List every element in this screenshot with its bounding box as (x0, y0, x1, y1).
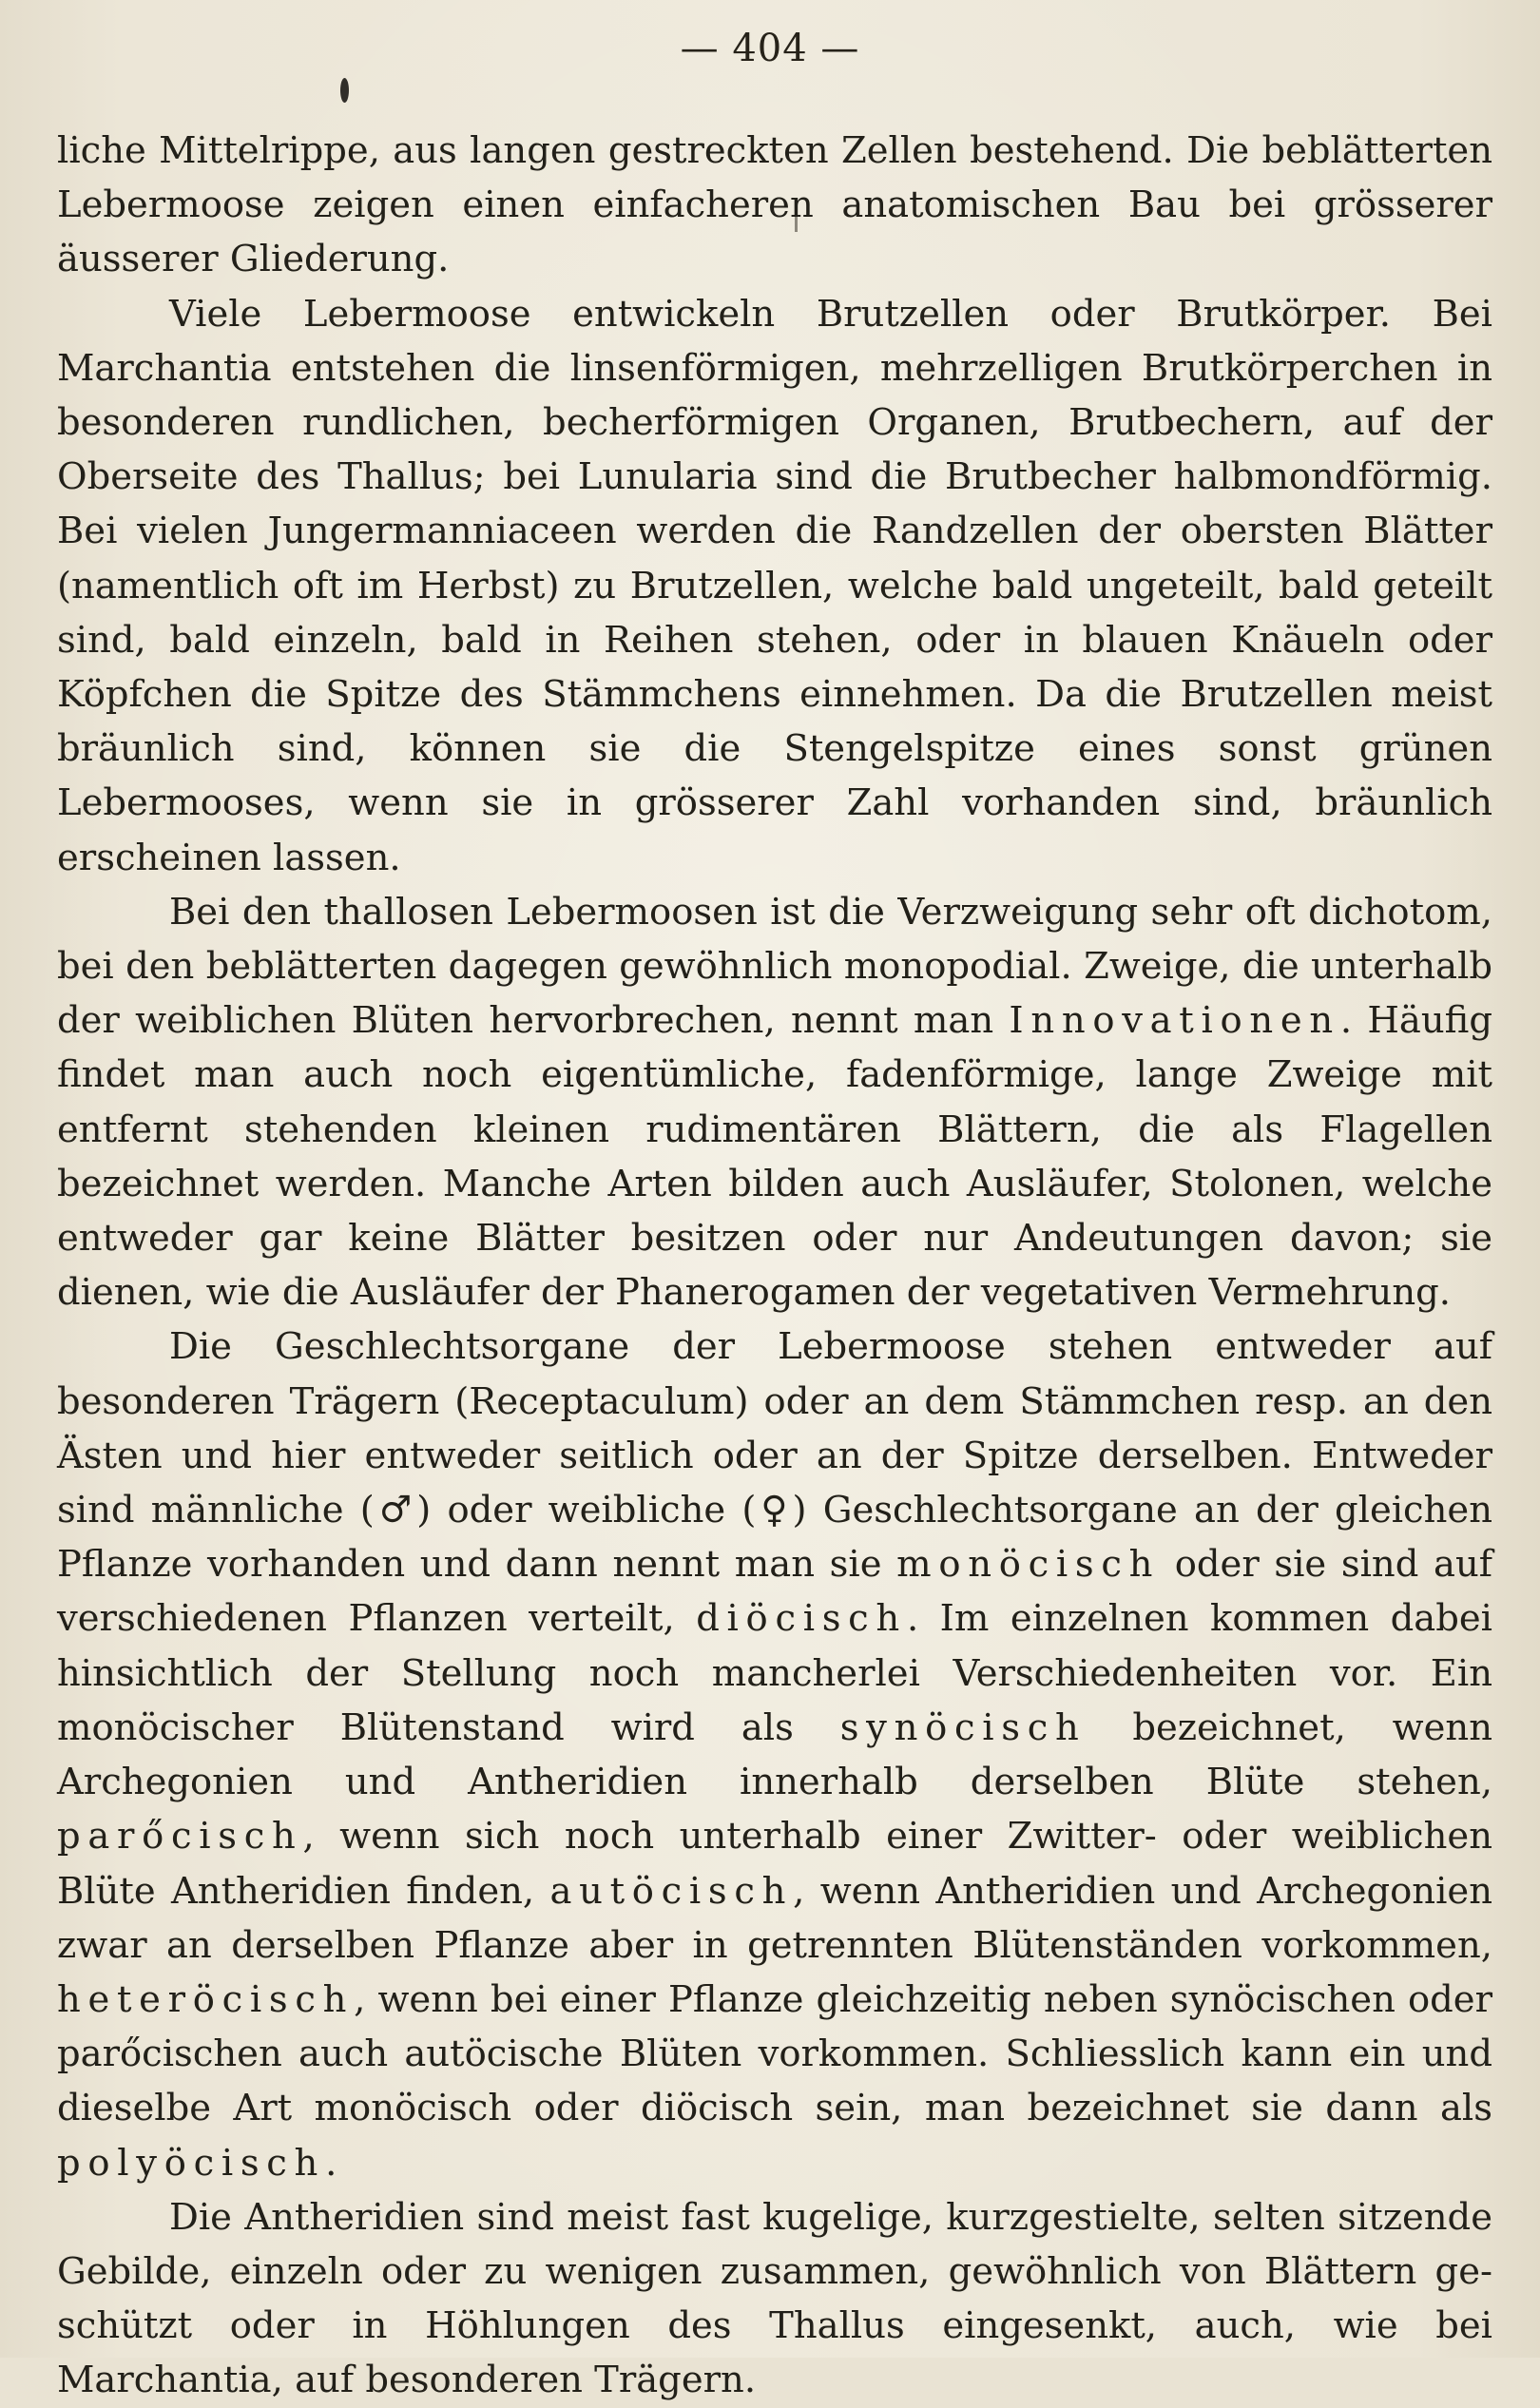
paragraph-text: liche Mittelrippe, aus langen gestreckten Zellen bestehend. Die beblätterten Lebermoose zeigen einen einfacheren anatomischen Bau bei grösserer äusserer Gliederung. (57, 129, 1492, 281)
spaced-term: polyöcisch (57, 2141, 326, 2185)
page-number: — 404 — (680, 27, 860, 70)
paragraph-text: . (325, 2141, 337, 2185)
ink-blot (340, 78, 349, 103)
spaced-term: diöcisch (696, 1597, 907, 1641)
paragraph-text: , wenn Antheridien und Archegonien zwar an derselben Pflanze aber in getrennten Blütenständen vorkommen, (57, 1869, 1492, 1967)
paragraph-text: Viele Lebermoose entwickeln Brutzellen oder Brutkörper. Bei Marchantia entstehen die linsenförmigen, mehrzelligen Brutkörperchen in besonderen rundlichen, becherförmigen Organen, Brutbechern, auf der Oberseite des Thallus; bei Lunularia sind die Brutbecher halbmondförmig. Bei vielen Jungermanniaceen werden die Randzellen der obersten Blätter (namentlich oft im Herbst) zu Brutzellen, welche bald ungeteilt, bald geteilt sind, bald einzeln, bald in Reihen stehen, oder in blauen Knäueln oder Köpfchen die Spitze des Stämmchens einnehmen. Da die Brutzellen meist bräunlich sind, können sie die Stengelspitze eines sonst grünen Lebermooses, wenn sie in grösserer Zahl vorhanden sind, bräunlich erscheinen lassen. (57, 292, 1492, 879)
paragraph-5 (57, 2190, 1492, 2408)
paragraph-4 (57, 1320, 1492, 2189)
paragraph-text: oder sie sind auf verschiedenen Pflanzen verteilt, (57, 1543, 1492, 1641)
paragraph-text: Die Antheridien sind meist fast kugelige, kurzgestielte, selten sitzende Gebilde, einzeln oder zu wenigen zusammen, gewöhnlich von Blättern geschützt oder in Höhlungen des Thallus eingesenkt, auch, wie bei Marchantia, auf besonderen Trägern. (57, 2195, 1492, 2402)
spaced-term: autöcisch (549, 1869, 794, 1913)
body-text (57, 124, 1492, 2408)
paragraph-text: Die Geschlechtsorgane der Lebermoose stehen entweder auf besonderen Trägern (Receptaculum) oder an dem Stämmchen resp. an den Ästen und hier entweder seitlich oder an der Spitze derselben. Entweder sind männliche (♂) oder weibliche (♀) Geschlechtsorgane an der gleichen Pflanze vorhanden und dann nennt man sie (57, 1325, 1492, 1587)
paragraph-text: , wenn sich noch unterhalb einer Zwitter- oder weiblichen Blüte Antheridien finden, (57, 1815, 1492, 1913)
spaced-term: Innovationen (1009, 999, 1340, 1043)
spaced-term: synöcisch (839, 1705, 1087, 1749)
paragraph-2 (57, 287, 1492, 885)
paragraph-text: . Im einzelnen kommen dabei hinsichtlich der Stellung noch mancherlei Verschiedenheiten vor. Ein monöcischer Blütenstand wird als (57, 1597, 1492, 1749)
paragraph-text: bezeichnet, wenn Archegonien und Antheridien innerhalb derselben Blüte stehen, (57, 1705, 1492, 1804)
paragraph-text: . Häufig findet man auch noch eigentümliche, fadenförmige, lange Zweige mit entfernt stehenden kleinen rudimentären Blättern, die als Flagellen bezeichnet werden. Manche Arten bilden auch Ausläufer, Stolonen, welche entweder gar keine Blätter besitzen oder nur Andeutungen davon; sie dienen, wie die Ausläufer der Phanerogamen der vegetativen Vermehrung. (57, 999, 1493, 1315)
spaced-term: heteröcisch (57, 1977, 355, 2021)
paragraph-text: Bei den thallosen Lebermoosen ist die Verzweigung sehr oft dichotom, bei den beblätterten dagegen gewöhnlich monopodial. Zweige, die unterhalb der weiblichen Blüten hervorbrechen, nennt man (57, 890, 1492, 1043)
spaced-term: monöcisch (896, 1543, 1161, 1587)
spaced-term: parőcisch (57, 1815, 303, 1859)
paragraph-1 (57, 124, 1492, 287)
paragraph-text: , wenn bei einer Pflanze gleichzeitig neben synöcischen oder parőcischen auch autöcische Blüten vorkommen. Schliesslich kann ein und dieselbe Art monöcisch oder diöcisch sein, man bezeichnet sie dann als (57, 1977, 1492, 2130)
paragraph-3 (57, 885, 1492, 1320)
